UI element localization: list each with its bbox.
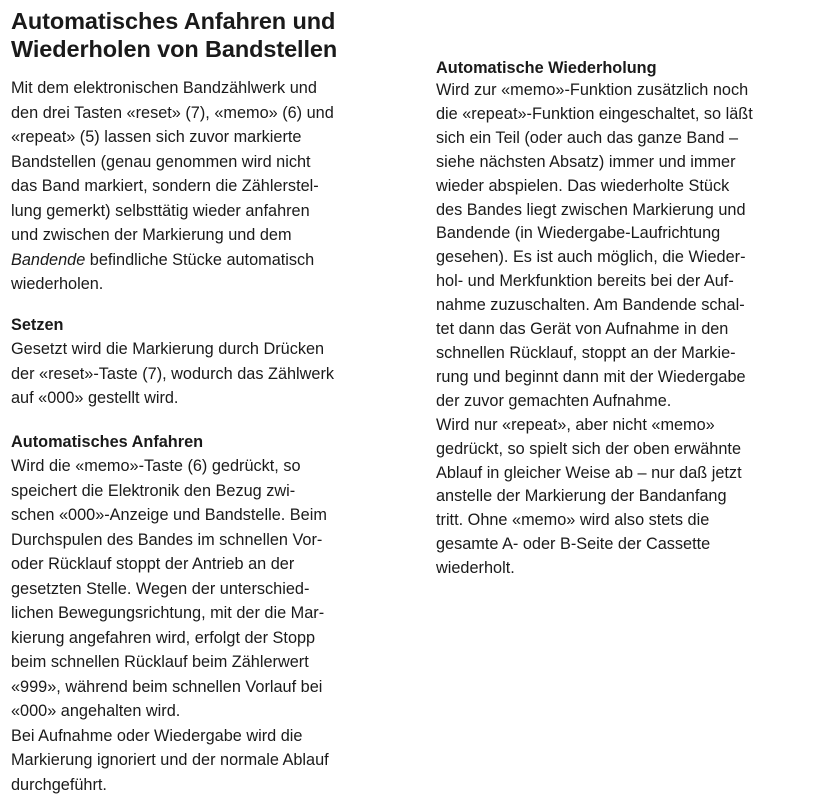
section-automatisches-anfahren	[11, 430, 406, 798]
text-line: speichert die Elektronik den Bezug zwi-	[11, 481, 296, 500]
text-line: Bandstellen (genau genommen wird nicht	[11, 152, 311, 171]
section-heading-setzen: Setzen	[11, 315, 64, 334]
text-line: gesamte A- oder B-Seite der Cassette	[436, 535, 711, 554]
text-line: beim schnellen Rücklauf beim Zählerwert	[11, 653, 309, 671]
text-line: Bei Aufnahme oder Wiedergabe wird die	[11, 726, 303, 745]
text-line: der «reset»-Taste (7), wodurch das Zählwerk	[11, 364, 335, 383]
section-automatische-wiederholung	[436, 57, 824, 581]
text-line: wieder abspielen. Das wiederholte Stück	[436, 176, 730, 195]
title-line: Automatisches Anfahren und	[11, 8, 336, 34]
text-line: Durchspulen des Bandes im schnellen Vor-	[11, 530, 323, 549]
text-line: das Band markiert, sondern die Zählerstel-	[11, 177, 319, 195]
text-line: kierung angefahren wird, erfolgt der Stopp	[11, 628, 316, 647]
text-line: den drei Tasten «reset» (7), «memo» (6) und	[11, 103, 334, 122]
text-line: lung gemerkt) selbsttätig wieder anfahren	[11, 201, 310, 220]
text-line: «999», während beim schnellen Vorlauf bei	[11, 677, 323, 696]
text-line: gesetzten Stelle. Wegen der unterschied-	[11, 579, 310, 598]
text-line: Mit dem elektronischen Bandzählwerk und	[11, 79, 317, 97]
text-line: gesehen). Es ist auch möglich, die Wieder-	[436, 248, 746, 267]
title-line: Wiederholen von Bandstellen	[11, 36, 338, 62]
left-column	[11, 0, 406, 797]
section-setzen	[11, 313, 406, 411]
section-heading-anfahren: Automatisches Anfahren	[11, 432, 204, 451]
text-line: tritt. Ohne «memo» wird also stets die	[436, 511, 710, 530]
text-line: wiederholt.	[436, 559, 515, 578]
text-line: lichen Bewegungsrichtung, mit der die Mar-	[11, 604, 325, 622]
text-line: schnellen Rücklauf, stoppt an der Markie-	[436, 343, 736, 362]
text-line: Wird die «memo»-Taste (6) gedrückt, so	[11, 457, 301, 475]
text-line: Gesetzt wird die Markierung durch Drücken	[11, 340, 325, 358]
text-line: rung und beginnt dann mit der Wiedergabe	[436, 367, 746, 386]
text-line: Bandende (in Wiedergabe-Laufrichtung	[436, 224, 721, 243]
text-line: und zwischen der Markierung und dem	[11, 226, 292, 244]
intro-paragraph	[11, 76, 406, 297]
text-fragment: befindliche Stücke automatisch	[85, 250, 315, 269]
text-line: des Bandes liegt zwischen Markierung und	[436, 200, 746, 219]
page-title	[11, 7, 406, 63]
text-line: wiederholen.	[11, 275, 104, 293]
text-line: tet dann das Gerät von Aufnahme in den	[436, 320, 729, 339]
text-line: der zuvor gemachten Aufnahme.	[436, 391, 672, 410]
section-heading-wiederholung: Automatische Wiederholung	[436, 59, 657, 77]
text-line: Ablauf in gleicher Weise ab – nur daß jetzt	[436, 463, 742, 482]
text-line: die «repeat»-Funktion eingeschaltet, so läßt	[436, 104, 753, 123]
text-line: Markierung ignoriert und der normale Ablauf	[11, 751, 329, 769]
text-line: sich ein Teil (oder auch das ganze Band –	[436, 128, 739, 147]
text-line: gedrückt, so spielt sich der oben erwähnte	[436, 439, 741, 458]
text-line: durchgeführt.	[11, 775, 107, 794]
text-line: hol- und Merkfunktion bereits bei der Auf-	[436, 272, 734, 291]
text-line: «000» angehalten wird.	[11, 702, 181, 720]
right-column	[436, 0, 824, 581]
text-line: Wird zur «memo»-Funktion zusätzlich noch	[436, 81, 749, 99]
text-line: oder Rücklauf stoppt der Antrieb an der	[11, 555, 295, 573]
text-line: schen «000»-Anzeige und Bandstelle. Beim	[11, 506, 327, 524]
text-line: auf «000» gestellt wird.	[11, 389, 179, 407]
text-line	[11, 248, 406, 273]
emphasis-bandende: Bandende	[11, 250, 86, 269]
text-line: «repeat» (5) lassen sich zuvor markierte	[11, 128, 302, 146]
text-line: Wird nur «repeat», aber nicht «memo»	[436, 415, 715, 434]
text-line: anstelle der Markierung der Bandanfang	[436, 487, 727, 506]
text-line: siehe nächsten Absatz) immer und immer	[436, 152, 736, 171]
text-line: nahme zuzuschalten. Am Bandende schal-	[436, 296, 745, 315]
